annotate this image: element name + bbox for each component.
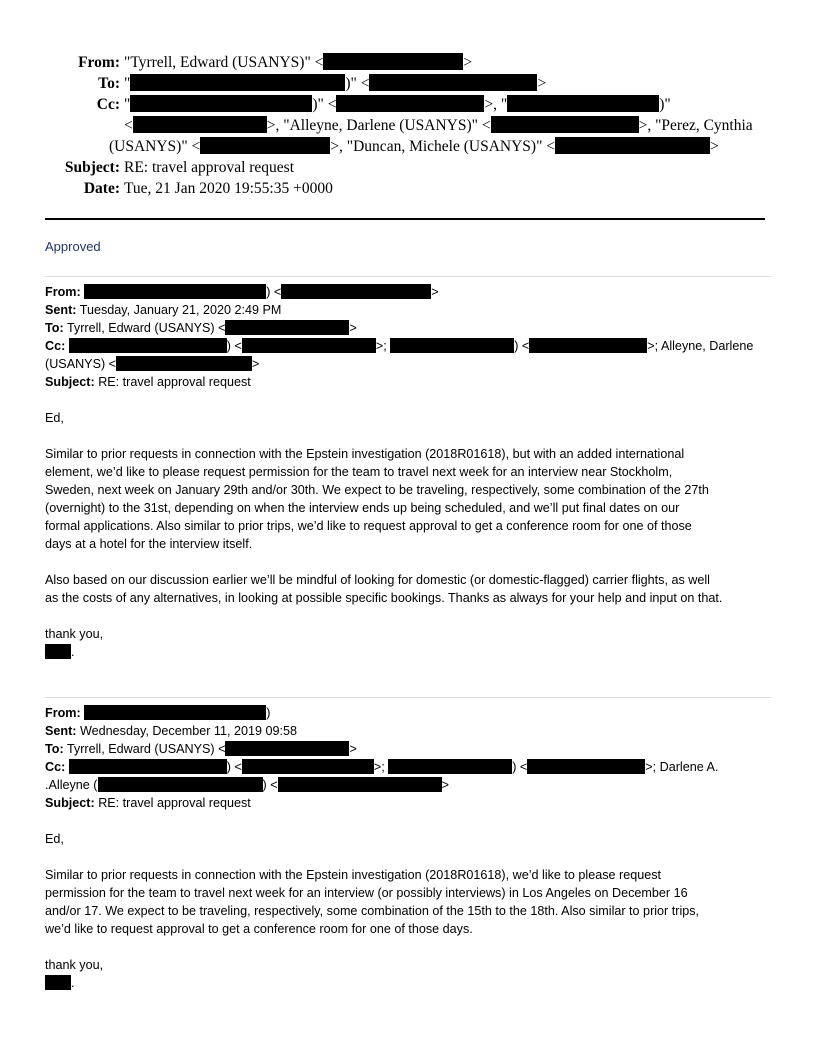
email-body	[45, 238, 771, 992]
email1-cc-row-2: (USANYS) < >	[45, 357, 260, 371]
redaction-bar	[242, 338, 376, 353]
email1-cc-usanys: (USANYS) <	[45, 357, 117, 371]
email1-to-label: To:	[45, 321, 64, 335]
email2-sent-row	[45, 722, 771, 740]
email1-signature: .	[45, 643, 771, 661]
text-line: Similar to prior requests in connection with the Epstein investigation (2018R01618), we’d like to please request	[45, 868, 662, 882]
email1-subject-row	[45, 373, 771, 391]
email1-to-value: Tyrrell, Edward (USANYS) <	[66, 321, 226, 335]
email1-sent-label: Sent:	[45, 303, 77, 317]
email1-cc-row: Cc: ) < >; ) < >; Alleyne, Darlene	[45, 339, 754, 353]
email2-signature: .	[45, 974, 771, 992]
redaction-bar	[45, 975, 71, 990]
email1-paragraph-2	[45, 571, 771, 607]
redaction-bar	[69, 338, 227, 353]
email1-greeting: Ed,	[45, 411, 64, 425]
redaction-bar	[116, 356, 252, 371]
email2-cc-row: Cc: ) < >; ) < >; Darlene A.	[45, 760, 719, 774]
redaction-bar	[390, 338, 514, 353]
email2-cc-alleyne: .Alleyne (	[45, 778, 98, 792]
email2-to-row: To: Tyrrell, Edward (USANYS) < >	[45, 742, 357, 756]
redaction-bar	[491, 116, 639, 133]
email2-sent-value: Wednesday, December 11, 2019 09:58	[79, 724, 298, 738]
redaction-bar	[281, 284, 431, 299]
redaction-bar	[323, 53, 463, 70]
header-cc-line-2: < >, "Alleyne, Darlene (USANYS)" < >, "Perez, Cynthia	[124, 117, 753, 134]
text-line: as the costs of any alternatives, in looking at possible specific bookings. Thanks as always for your help and input on that.	[45, 591, 723, 605]
quoted-email-1	[45, 283, 771, 661]
reply-text: Approved	[45, 239, 101, 254]
email2-paragraph-1	[45, 866, 771, 938]
redaction-bar	[225, 741, 349, 756]
text-line: Similar to prior requests in connection with the Epstein investigation (2018R01618), but with an added international	[45, 447, 685, 461]
header-date-row	[0, 178, 816, 199]
header-date-value: Tue, 21 Jan 2020 19:55:35 +0000	[124, 180, 333, 197]
email2-greeting: Ed,	[45, 832, 64, 846]
text-line: Also based on our discussion earlier we’ll be mindful of looking for domestic (or domestic-flagged) carrier flights, as well	[45, 573, 710, 587]
email1-cc-label: Cc:	[45, 339, 66, 353]
email1-sent-value: Tuesday, January 21, 2020 2:49 PM	[79, 303, 282, 317]
redaction-bar	[555, 137, 710, 154]
quote-divider	[45, 697, 771, 698]
text-line: days at a hotel for the interview itself.	[45, 537, 253, 551]
header-subject-label: Subject:	[64, 159, 120, 176]
header-from-value: "Tyrrell, Edward (USANYS)" <	[124, 54, 324, 71]
email2-to-label: To:	[45, 742, 64, 756]
email1-to-row: To: Tyrrell, Edward (USANYS) < >	[45, 321, 357, 335]
email2-cc-label: Cc:	[45, 760, 66, 774]
header-subject-row	[0, 157, 816, 178]
text-line: we’d like to request approval to get a conference room for one of those days.	[45, 922, 473, 936]
text-line: (overnight) to the 31st, depending on when the interview ends up being scheduled, and we’ll put final dates on our	[45, 501, 680, 515]
redaction-bar	[507, 95, 659, 112]
header-cc-duncan: >, "Duncan, Michele (USANYS)" <	[330, 138, 556, 155]
email-header	[0, 52, 816, 199]
header-to-row: To: " )" < >	[0, 73, 816, 94]
quote-divider	[45, 276, 771, 277]
redaction-bar	[200, 137, 330, 154]
email2-from-row: From: )	[45, 706, 271, 720]
text-line: permission for the team to travel next week for an interview (or possibly interviews) in Los Angeles on December 16	[45, 886, 688, 900]
email1-paragraph-1	[45, 445, 771, 553]
redaction-bar	[133, 116, 267, 133]
redaction-bar	[242, 759, 374, 774]
email2-subject-row	[45, 794, 771, 812]
redaction-bar	[98, 777, 263, 792]
header-cc-usanys: (USANYS)" <	[109, 138, 201, 155]
email1-from-label: From:	[45, 285, 81, 299]
redaction-bar	[529, 338, 647, 353]
redaction-bar	[130, 95, 312, 112]
header-date-label: Date:	[83, 180, 120, 197]
header-cc-line-3: (USANYS)" < >, "Duncan, Michele (USANYS)" < >	[109, 138, 719, 155]
redaction-bar	[84, 705, 266, 720]
quoted-email-2	[45, 704, 771, 992]
header-to-label: To:	[98, 75, 120, 92]
email2-subject-value: RE: travel approval request	[98, 796, 251, 810]
email2-from-label: From:	[45, 706, 81, 720]
header-cc-perez: >, "Perez, Cynthia	[638, 117, 753, 134]
email2-cc-darlene: >; Darlene A.	[645, 760, 719, 774]
email2-cc-row-2: .Alleyne ( ) < >	[45, 778, 449, 792]
email1-from-row: From: ) < >	[45, 285, 439, 299]
redaction-bar	[369, 74, 537, 91]
redaction-bar	[388, 759, 512, 774]
redaction-bar	[69, 759, 227, 774]
text-line: and/or 17. We expect to be traveling, respectively, some combination of the 15th to the 18th. Also similar to prior trips,	[45, 904, 700, 918]
email1-subject-label: Subject:	[45, 375, 95, 389]
email1-cc-alleyne: >; Alleyne, Darlene	[647, 339, 754, 353]
header-from-label: From:	[78, 54, 120, 71]
redaction-bar	[84, 284, 266, 299]
email2-to-value: Tyrrell, Edward (USANYS) <	[66, 742, 226, 756]
redaction-bar	[130, 74, 345, 91]
text-line: formal applications. Also similar to prior trips, we’d like to request approval to get a conference room for one of those	[45, 519, 692, 533]
header-cc-label: Cc:	[96, 96, 120, 113]
header-subject-value: RE: travel approval request	[124, 159, 295, 176]
text-line: Sweden, next week on January 29th and/or 30th. We expect to be traveling, respectively, some combination of the 27th	[45, 483, 709, 497]
header-divider	[45, 218, 765, 220]
redaction-bar	[45, 644, 71, 659]
email1-subject-value: RE: travel approval request	[98, 375, 251, 389]
redaction-bar	[336, 95, 484, 112]
email1-sent-row	[45, 301, 771, 319]
email2-closing: thank you,	[45, 958, 104, 972]
text-line: element, we’d like to please request permission for the team to travel next week for an interview near Stockholm,	[45, 465, 673, 479]
email2-subject-label: Subject:	[45, 796, 95, 810]
redaction-bar	[278, 777, 442, 792]
redaction-bar	[527, 759, 645, 774]
email1-closing: thank you,	[45, 627, 104, 641]
email2-sent-label: Sent:	[45, 724, 77, 738]
redaction-bar	[225, 320, 349, 335]
header-from-row: From: "Tyrrell, Edward (USANYS)" < >	[0, 52, 816, 73]
header-cc-alleyne: >, "Alleyne, Darlene (USANYS)" <	[266, 117, 491, 134]
header-cc-row: Cc: " )" < >, " )"	[0, 94, 816, 115]
